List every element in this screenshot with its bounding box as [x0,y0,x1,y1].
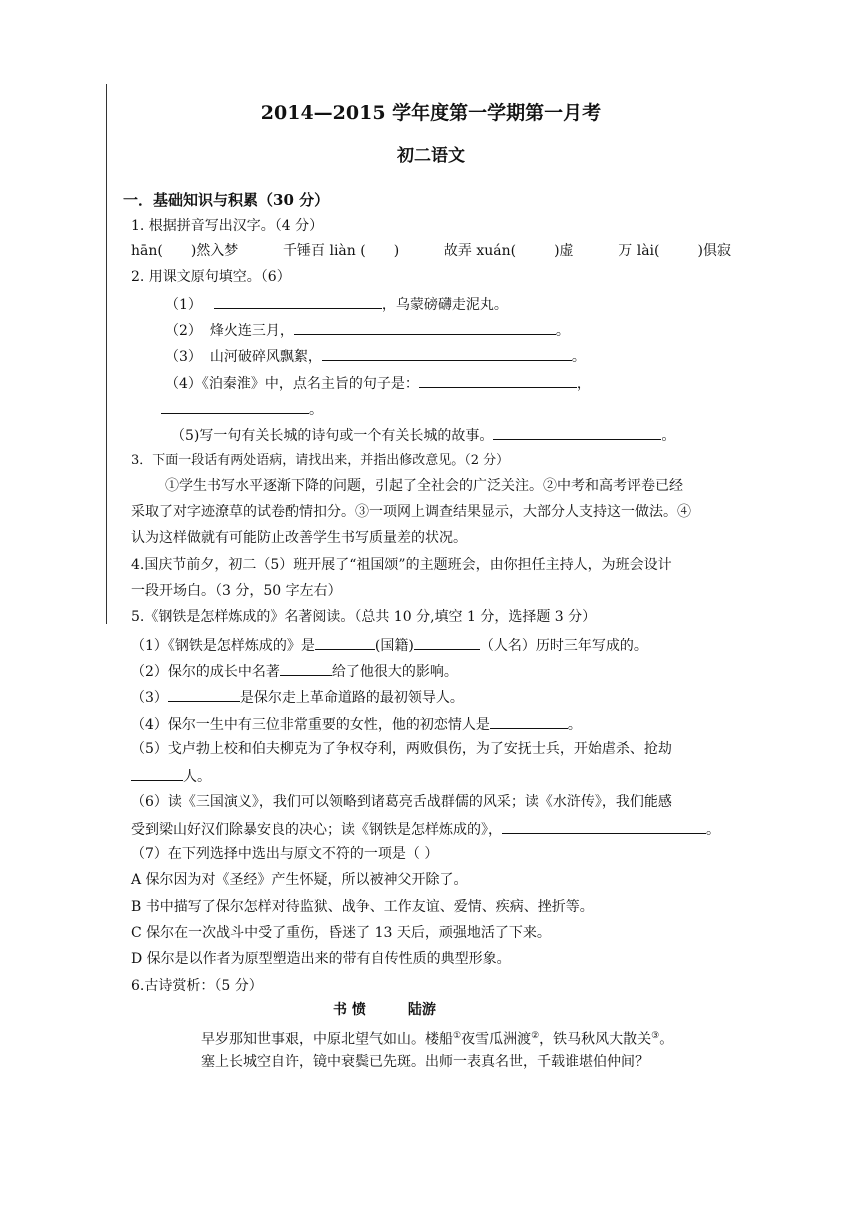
section-heading: 一．基础知识与积累（30 分） [123,191,330,209]
answer-blank[interactable] [168,686,240,702]
answer-blank[interactable] [280,660,332,676]
q2-line-4: （4）《泊秦淮》中，点名主旨的句子是： ， [165,372,591,394]
q5-sub-4: （4）保尔一生中有三位非常重要的女性，他的初恋情人是 。 [131,713,582,735]
q5-sub-5-cont: 人。 [131,765,211,787]
q5-sub-1: （1）《钢铁是怎样炼成的》是 (国籍) （人名）历时三年写成的。 [131,634,648,656]
question-1-items [131,241,731,261]
answer-blank[interactable] [502,818,706,834]
answer-blank[interactable] [490,713,568,729]
option-c: C 保尔在一次战斗中受了重伤，昏迷了 13 天后，顽强地活了下来。 [131,925,551,941]
q2-line-2: （2） 烽火连三月， 。 [165,319,570,341]
poem-line-2: 塞上长城空自许，镜中衰鬓已先斑。出师一表真名世，千载谁堪伯仲间？ [201,1054,649,1070]
answer-blank[interactable] [322,345,572,361]
q5-sub-6: （6）读《三国演义》，我们可以领略到诸葛亮舌战群儒的风采；读《水浒传》，我们能感 [131,794,672,810]
pinyin-item-3: 故弄 xuán( )虚 [443,243,574,259]
answer-blank[interactable] [315,634,375,650]
q2-line-5: （5)写一句有关长城的诗句或一个有关长城的故事。 。 [171,424,675,446]
answer-blank[interactable] [419,372,577,388]
exam-subtitle: 初二语文 [397,146,465,166]
question-4-line: 4.国庆节前夕，初二（5）班开展了“祖国颂”的主题班会，由你担任主持人，为班会设计 [131,557,672,573]
poem-header [333,1000,436,1020]
q2-line-4-cont: 。 [161,398,323,420]
question-3-stem: 3．下面一段话有两处语病，请找出来，并指出修改意见。（2 分） [131,453,510,468]
answer-blank[interactable] [214,293,382,309]
binding-margin-line [106,84,107,624]
poem-line-1: 早岁那知世事艰，中原北望气如山。楼船①夜雪瓜洲渡②，铁马秋风大散关③。 [201,1031,674,1048]
option-a: A 保尔因为对《圣经》产生怀疑，所以被神父开除了。 [131,872,468,888]
answer-blank[interactable] [131,765,183,781]
q5-sub-2: （2）保尔的成长中名著 给了他很大的影响。 [131,660,458,682]
q3-paragraph-line: 认为这样做就有可能防止改善学生书写质量差的状况。 [131,530,467,546]
q5-sub-6-cont: 受到梁山好汉们除暴安良的决心；读《钢铁是怎样炼成的》， 。 [131,818,720,840]
answer-blank[interactable] [161,398,309,414]
footnote-marker: ③ [651,1031,660,1041]
q5-sub-5: （5）戈卢勃上校和伯夫柳克为了争权夺利，两败俱伤，为了安抚士兵，开始虐杀、抢劫 [131,741,672,757]
footnote-marker: ① [453,1031,462,1041]
answer-blank[interactable] [493,424,661,440]
q5-sub-3: （3） 是保尔走上革命道路的最初领导人。 [131,686,464,708]
exam-title: 2014—2015 学年度第一学期第一月考 [260,102,602,124]
q3-paragraph-line: ①学生书写水平逐渐下降的问题，引起了全社会的广泛关注。②中考和高考评卷已经 [165,478,683,494]
option-d: D 保尔是以作者为原型塑造出来的带有自传性质的典型形象。 [131,951,511,967]
q3-paragraph-line: 采取了对字迹潦草的试卷酌情扣分。③一项网上调查结果显示，大部分人支持这一做法。④ [131,504,691,520]
answer-blank[interactable] [414,634,480,650]
footnote-marker: ② [531,1031,540,1041]
question-6-stem: 6.古诗赏析：（5 分） [131,978,263,994]
question-4-line: 一段开场白。（3 分，50 字左右） [131,583,342,599]
q2-line-3: （3） 山河破碎风飘絮， 。 [165,345,586,367]
poem-author: 陆游 [407,1002,436,1018]
pinyin-item-1: hān( )然入梦 [131,243,239,259]
question-5-stem: 5.《钢铁是怎样炼成的》名著阅读。（总共 10 分,填空 1 分，选择题 3 分） [131,609,597,625]
question-2-stem: 2. 用课文原句填空。（6） [131,269,291,285]
option-b: B 书中描写了保尔怎样对待监狱、战争、工作友谊、爱情、疾病、挫折等。 [131,899,594,915]
question-1-stem: 1. 根据拼音写出汉字。（4 分） [131,218,324,234]
pinyin-item-4: 万 lài( )俱寂 [618,243,731,259]
answer-blank[interactable] [294,319,556,335]
pinyin-item-2: 千锤百 liàn ( ) [283,243,400,259]
q5-sub-7: （7）在下列选择中选出与原文不符的一项是（ ） [131,846,439,862]
q2-line-1: （1） ，乌蒙磅礴走泥丸。 [165,293,508,315]
poem-title: 书 愤 [333,1002,366,1018]
